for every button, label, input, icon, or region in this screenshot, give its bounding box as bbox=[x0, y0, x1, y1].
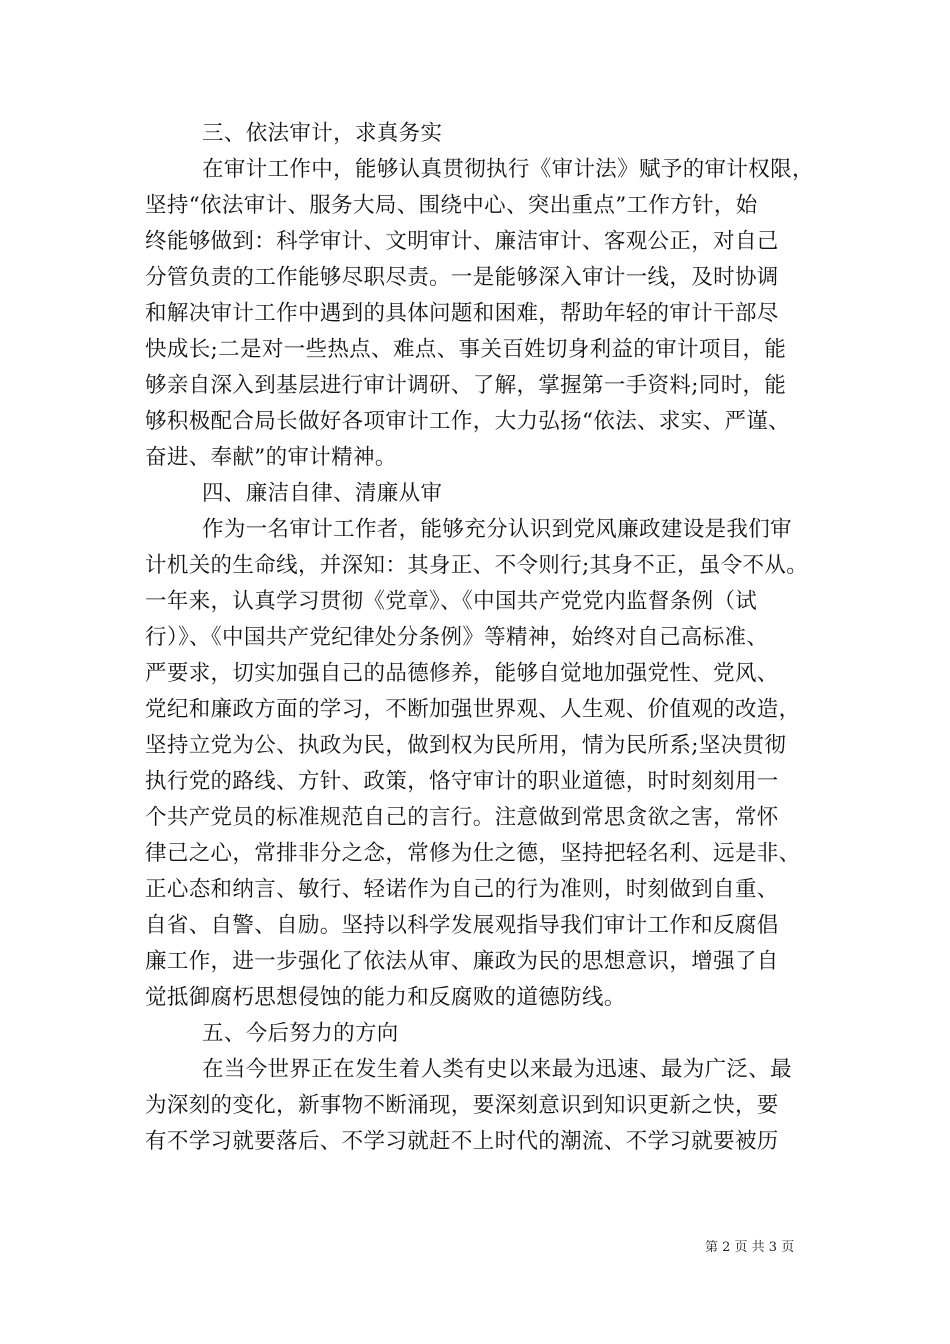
text-line: 一年来，认真学习贯彻《党章》、《中国共产党党内监督条例（试 bbox=[145, 589, 758, 614]
text-line: 四、廉洁自律、清廉从审 bbox=[202, 481, 443, 506]
text-line: 有不学习就要落后、不学习就赶不上时代的潮流、不学习就要被历 bbox=[145, 1129, 779, 1154]
text-line: 和解决审计工作中遇到的具体问题和困难，帮助年轻的审计干部尽 bbox=[145, 301, 779, 326]
text-line: 在当今世界正在发生着人类有史以来最为迅速、最为广泛、最 bbox=[202, 1057, 792, 1082]
text-line: 坚持立党为公、执政为民，做到权为民所用，情为民所系;坚决贯彻 bbox=[145, 733, 787, 758]
text-line: 执行党的路线、方针、政策，恪守审计的职业道德，时时刻刻用一 bbox=[145, 769, 779, 794]
text-line: 为深刻的变化，新事物不断涌现，要深刻意识到知识更新之快，要 bbox=[145, 1093, 779, 1118]
text-line: 觉抵御腐朽思想侵蚀的能力和反腐败的道德防线。 bbox=[145, 985, 626, 1010]
text-line: 个共产党员的标准规范自己的言行。注意做到常思贪欲之害，常怀 bbox=[145, 805, 779, 830]
text-line: 分管负责的工作能够尽职尽责。一是能够深入审计一线，及时协调 bbox=[145, 265, 779, 290]
text-line: 够亲自深入到基层进行审计调研、了解，掌握第一手资料;同时，能 bbox=[145, 373, 787, 398]
document-body bbox=[145, 116, 825, 1160]
text-line: 严要求，切实加强自己的品德修养，能够自觉地加强党性、党风、 bbox=[145, 661, 779, 686]
text-line: 律己之心，常排非分之念，常修为仕之德，坚持把轻名利、远是非、 bbox=[145, 841, 801, 866]
page-number: 第 2 页 共 3 页 bbox=[705, 1240, 795, 1255]
text-line: 作为一名审计工作者，能够充分认识到党风廉政建设是我们审 bbox=[202, 517, 792, 542]
text-line: 正心态和纳言、敏行、轻诺作为自己的行为准则，时刻做到自重、 bbox=[145, 877, 779, 902]
text-line: 坚持“依法审计、服务大局、围绕中心、突出重点”工作方针，始 bbox=[145, 193, 758, 218]
text-line: 快成长;二是对一些热点、难点、事关百姓切身利益的审计项目，能 bbox=[145, 337, 787, 362]
text-line: 够积极配合局长做好各项审计工作，大力弘扬“依法、求实、严谨、 bbox=[145, 409, 790, 434]
text-line: 计机关的生命线，并深知：其身正、不令则行;其身不正，虽令不从。 bbox=[145, 553, 809, 578]
text-line: 终能够做到：科学审计、文明审计、廉洁审计、客观公正，对自己 bbox=[145, 229, 779, 254]
text-line: 在审计工作中，能够认真贯彻执行《审计法》赋予的审计权限， bbox=[202, 157, 814, 182]
text-line: 五、今后努力的方向 bbox=[202, 1021, 399, 1046]
text-line: 自省、自警、自励。坚持以科学发展观指导我们审计工作和反腐倡 bbox=[145, 913, 779, 938]
text-line: 奋进、奉献”的审计精神。 bbox=[145, 445, 397, 470]
text-line: 行）》、《中国共产党纪律处分条例》等精神，始终对自己高标准、 bbox=[145, 625, 769, 650]
text-line: 党纪和廉政方面的学习，不断加强世界观、人生观、价值观的改造， bbox=[145, 697, 801, 722]
text-line: 廉工作，进一步强化了依法从审、廉政为民的思想意识，增强了自 bbox=[145, 949, 779, 974]
text-line: 三、依法审计，求真务实 bbox=[202, 121, 443, 146]
